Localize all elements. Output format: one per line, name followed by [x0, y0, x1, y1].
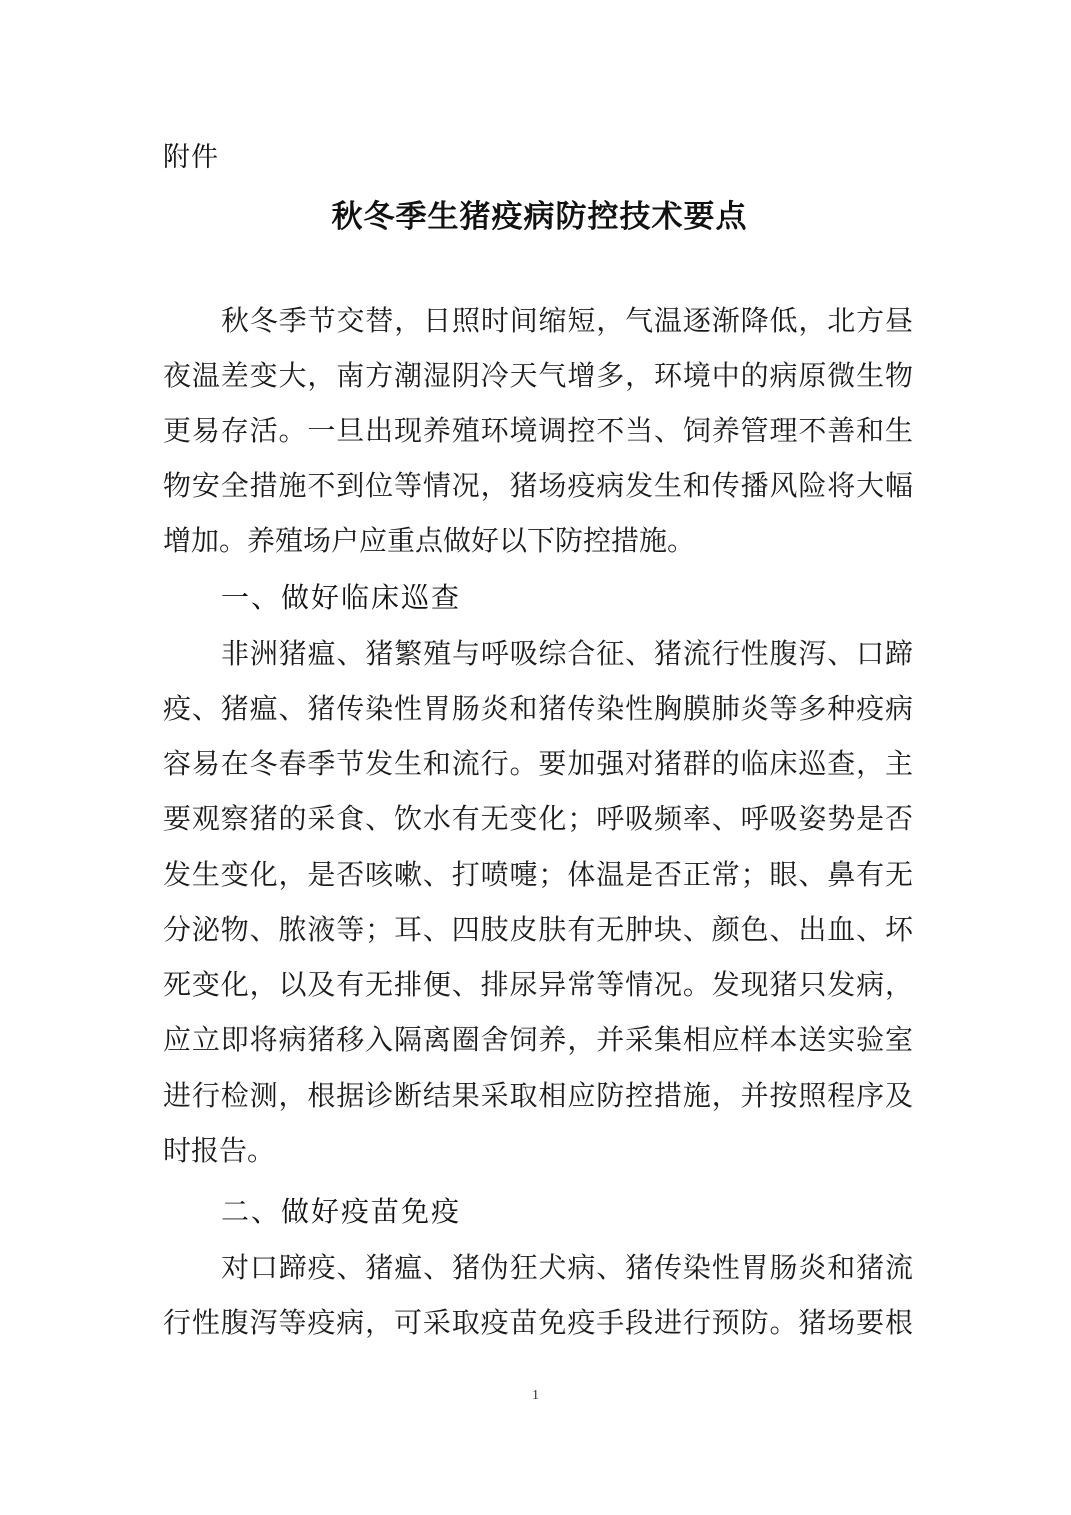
section-heading-vaccination: 二、做好疫苗免疫: [221, 1195, 462, 1228]
document-title: 秋冬季生猪疫病防控技术要点: [331, 199, 748, 235]
paragraph-line: 死变化，以及有无排便、排尿异常等情况。发现猪只发病，: [163, 968, 913, 1001]
paragraph-line: 非洲猪瘟、猪繁殖与呼吸综合征、猪流行性腹泻、口蹄: [221, 637, 913, 670]
paragraph-line: 对口蹄疫、猪瘟、猪伪狂犬病、猪传染性胃肠炎和猪流: [221, 1251, 913, 1284]
page-number: 1: [532, 1388, 539, 1403]
paragraph-line: 夜温差变大，南方潮湿阴冷天气增多，环境中的病原微生物: [163, 359, 913, 392]
paragraph-line: 更易存活。一旦出现养殖环境调控不当、饲养管理不善和生: [163, 414, 913, 447]
paragraph-line: 进行检测，根据诊断结果采取相应防控措施，并按照程序及: [163, 1079, 913, 1112]
paragraph-line: 容易在冬春季节发生和流行。要加强对猪群的临床巡查，主: [163, 747, 913, 780]
paragraph-line: 要观察猪的采食、饮水有无变化；呼吸频率、呼吸姿势是否: [163, 802, 913, 835]
attachment-label: 附件: [163, 142, 219, 173]
paragraph-line: 时报告。: [163, 1134, 276, 1167]
paragraph-line: 应立即将病猪移入隔离圈舍饲养，并采集相应样本送实验室: [163, 1023, 913, 1056]
paragraph-line: 行性腹泻等疫病，可采取疫苗免疫手段进行预防。猪场要根: [163, 1306, 913, 1339]
paragraph-line: 发生变化，是否咳嗽、打喷嚏；体温是否正常；眼、鼻有无: [163, 858, 913, 891]
paragraph-line: 疫、猪瘟、猪传染性胃肠炎和猪传染性胸膜肺炎等多种疫病: [163, 692, 913, 725]
paragraph-line: 秋冬季节交替，日照时间缩短，气温逐渐降低，北方昼: [221, 304, 913, 337]
paragraph-line: 分泌物、脓液等；耳、四肢皮肤有无肿块、颜色、出血、坏: [163, 913, 913, 946]
paragraph-line: 增加。养殖场户应重点做好以下防控措施。: [163, 524, 696, 557]
section-heading-clinical-inspection: 一、做好临床巡查: [221, 581, 462, 614]
paragraph-line: 物安全措施不到位等情况，猪场疫病发生和传播风险将大幅: [163, 469, 913, 502]
